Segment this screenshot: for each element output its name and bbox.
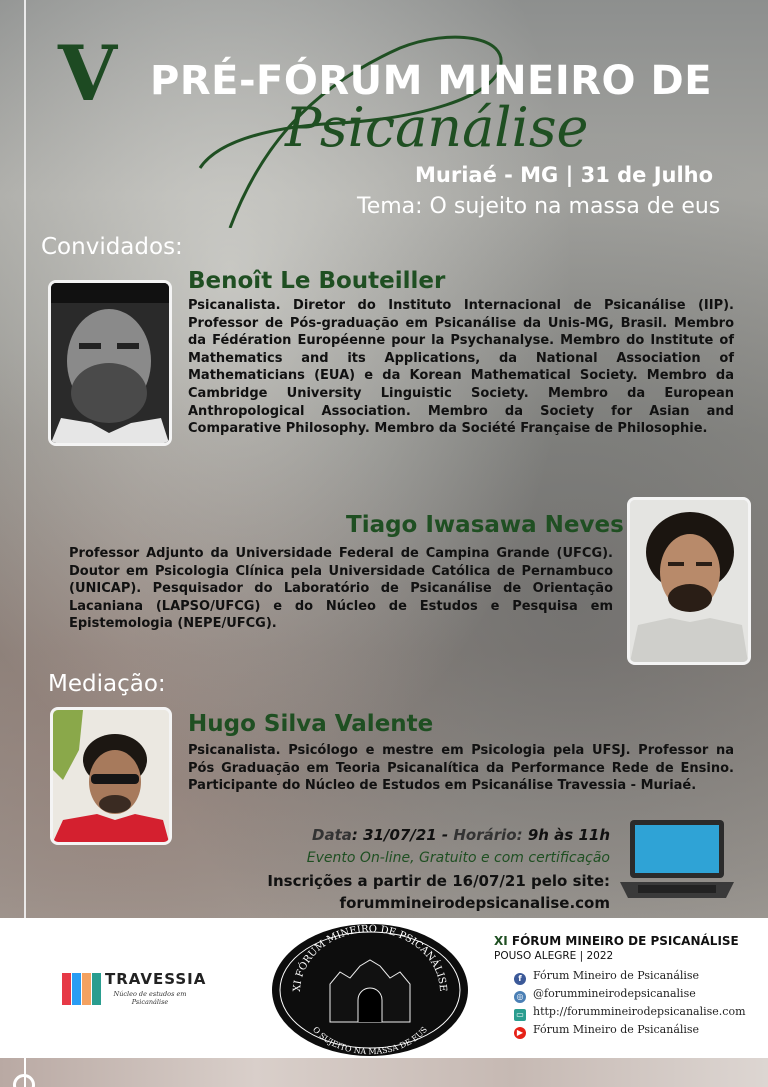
- instagram-icon: ◎: [514, 991, 526, 1003]
- seal-top-text: XI FÓRUM MINEIRO DE PSICANÁLISE: [291, 923, 449, 993]
- date-value: : 31/07/21: [351, 826, 437, 844]
- event-date-time: [190, 826, 610, 844]
- social-instagram-label: @forummineirodepsicanalise: [533, 987, 696, 1000]
- title-line-2: Psicanálise: [285, 96, 589, 159]
- forum-title-main: FÓRUM MINEIRO DE PSICANÁLISE: [507, 934, 739, 948]
- event-info: [190, 826, 610, 912]
- speaker-2-name: Tiago Iwasawa Neves: [346, 512, 624, 538]
- time-value: 9h às 11h: [522, 826, 610, 844]
- mediation-label: Mediação:: [48, 671, 166, 697]
- date-label: Data: [312, 826, 352, 844]
- facebook-icon: f: [514, 973, 526, 985]
- social-youtube[interactable]: [514, 1023, 699, 1039]
- speaker-1-portrait-icon: [51, 283, 169, 443]
- bottom-strip: [0, 1058, 768, 1087]
- registration-note: Inscrições a partir de 16/07/21 pelo site:: [267, 872, 610, 890]
- title-line-1: PRÉ-FÓRUM MINEIRO DE: [150, 58, 713, 104]
- date-time-separator: -: [436, 826, 454, 844]
- seal-bottom-text: O SUJEITO NA MASSA DE EUS: [310, 1025, 430, 1056]
- social-web-label: http://forummineirodepsicanalise.com: [533, 1005, 746, 1018]
- speaker-3-portrait-icon: [53, 710, 169, 842]
- travessia-name: TRAVESSIA: [105, 970, 207, 988]
- forum-seal: [270, 922, 470, 1056]
- forum-title: [494, 934, 739, 948]
- speaker-2-photo: [627, 497, 751, 665]
- forum-subtitle: POUSO ALEGRE | 2022: [494, 950, 614, 962]
- speaker-1-photo: [48, 280, 172, 446]
- youtube-icon: ▶: [514, 1027, 526, 1039]
- social-facebook[interactable]: [514, 969, 699, 985]
- footer: [0, 918, 768, 1058]
- travessia-logo-icon: [62, 971, 102, 1007]
- social-web[interactable]: [514, 1005, 746, 1021]
- travessia-subtitle: Núcleo de estudos em Psicanálise: [113, 990, 187, 1006]
- web-icon: ▭: [514, 1009, 526, 1021]
- speaker-2-portrait-icon: [630, 500, 748, 662]
- social-youtube-label: Fórum Mineiro de Psicanálise: [533, 1023, 700, 1036]
- speaker-1-bio: Psicanalista. Diretor do Instituto Internacional de Psicanálise (IIP). Professor de Pós-graduação em Psicanálise da Unis-MG, Brasil. Membro da Fédération Européenne pour la Psychanalyse. Membro do Institute of Mathematics and its Applications, da National Association of Mathematicians (EUA) e da Korean Mathematical Society. Membro da Cambridge University Linguistic Society. Membro da European Anthropological Association. Membro da Society for Asian and Comparative Philosophy. Membro da Société Française de Philosophie.: [188, 298, 734, 437]
- edition-roman-numeral: V: [58, 29, 117, 118]
- registration-site: forummineirodepsicanalise.com: [339, 894, 610, 912]
- guests-label: Convidados:: [41, 234, 183, 260]
- place-date: Muriaé - MG | 31 de Julho: [415, 163, 714, 187]
- theme-text: Tema: O sujeito na massa de eus: [357, 194, 721, 219]
- social-instagram[interactable]: [514, 987, 696, 1003]
- speaker-3-photo: [50, 707, 172, 845]
- forum-title-xi: XI: [494, 934, 508, 948]
- laptop-icon: [618, 818, 736, 902]
- event-online-note: Evento On-line, Gratuito e com certificação: [306, 850, 610, 866]
- speaker-1-name: Benoît Le Bouteiller: [188, 268, 446, 294]
- time-label: Horário:: [453, 826, 523, 844]
- social-facebook-label: Fórum Mineiro de Psicanálise: [533, 969, 700, 982]
- speaker-2-bio: Professor Adjunto da Universidade Federal de Campina Grande (UFCG). Doutor em Psicologia Clínica pela Universidade Católica de Pernambuco (UNICAP). Pesquisador do Laboratório de Psicanálise de Orientação Lacaniana (LAPSO/UFCG) e do Núcleo de Estudos e Pesquisa em Epistemologia (NEPE/UFCG).: [69, 546, 613, 632]
- speaker-3-name: Hugo Silva Valente: [188, 711, 434, 737]
- speaker-3-bio: Psicanalista. Psicólogo e mestre em Psicologia pela UFSJ. Professor na Pós Graduação em Teoria Psicanalítica da Performance Rede de Ensino. Participante do Núcleo de Estudos em Psicanálise Travessia - Muriaé.: [188, 743, 734, 794]
